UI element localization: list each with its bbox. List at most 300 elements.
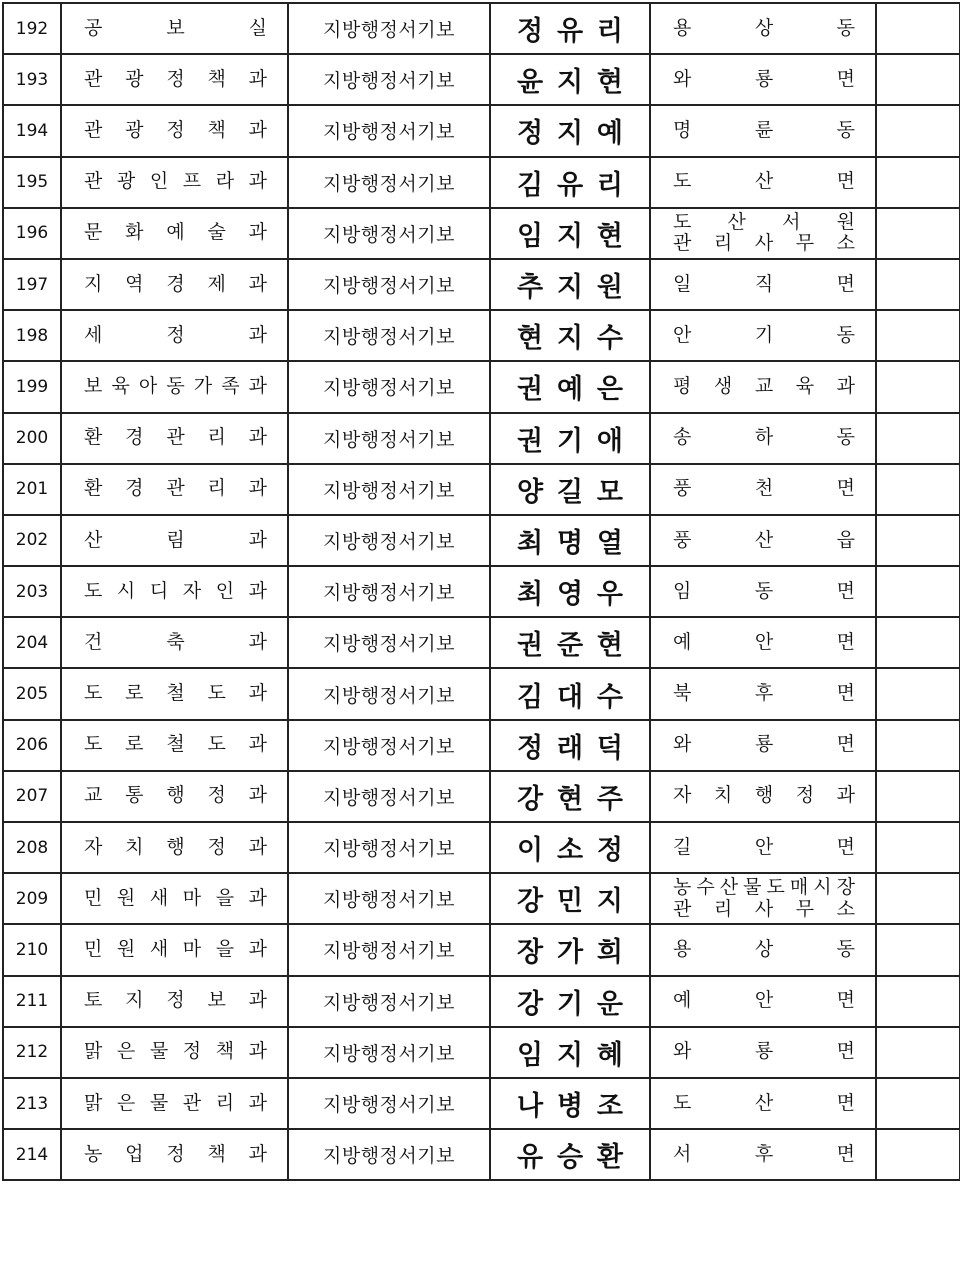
char: 일 bbox=[673, 272, 692, 295]
employee-name bbox=[517, 1033, 623, 1072]
employee-name bbox=[517, 111, 623, 150]
char: 책 bbox=[207, 67, 226, 90]
char: 천 bbox=[754, 477, 774, 500]
char: 룡 bbox=[754, 1040, 774, 1063]
table-row bbox=[3, 617, 960, 668]
employee-name bbox=[517, 163, 623, 202]
spread-text bbox=[673, 837, 855, 859]
char: 림 bbox=[166, 528, 185, 551]
char: 가 bbox=[193, 374, 213, 397]
name-char: 은 bbox=[596, 374, 623, 406]
char: 정 bbox=[182, 1040, 202, 1063]
grade-cell: 지방행정서기보 bbox=[288, 873, 490, 924]
row-number: 207 bbox=[3, 771, 61, 822]
name-char: 양 bbox=[517, 476, 544, 508]
assignment-location-cell bbox=[650, 515, 876, 566]
char: 임 bbox=[673, 579, 692, 602]
employee-name bbox=[517, 9, 623, 48]
name-char: 권 bbox=[517, 630, 544, 662]
name-char: 현 bbox=[596, 67, 623, 99]
employee-name bbox=[517, 316, 623, 355]
remarks-cell bbox=[876, 515, 960, 566]
char: 도 bbox=[673, 210, 692, 233]
remarks-cell bbox=[876, 617, 960, 668]
spread-text bbox=[84, 939, 267, 961]
spread-text bbox=[673, 18, 855, 40]
char: 업 bbox=[125, 1142, 144, 1165]
char: 리 bbox=[713, 897, 733, 920]
employee-name-cell bbox=[490, 105, 650, 156]
name-char: 권 bbox=[517, 374, 544, 406]
spread-text bbox=[673, 1144, 855, 1166]
char: 후 bbox=[754, 1142, 774, 1165]
char: 리 bbox=[713, 232, 733, 255]
grade-cell: 지방행정서기보 bbox=[288, 3, 490, 54]
char: 도 bbox=[673, 170, 692, 193]
employee-name bbox=[517, 930, 623, 969]
char: 과 bbox=[836, 374, 855, 397]
row-number: 211 bbox=[3, 976, 61, 1027]
name-char: 덕 bbox=[596, 732, 623, 764]
char: 광 bbox=[116, 170, 136, 193]
grade-cell: 지방행정서기보 bbox=[288, 208, 490, 259]
department-cell bbox=[61, 259, 288, 310]
employee-name bbox=[517, 982, 623, 1021]
char: 술 bbox=[207, 221, 226, 244]
name-char: 정 bbox=[596, 835, 623, 867]
char: 토 bbox=[84, 989, 103, 1012]
remarks-cell bbox=[876, 771, 960, 822]
employee-name-cell bbox=[490, 157, 650, 208]
row-number: 192 bbox=[3, 3, 61, 54]
assignment-location-cell bbox=[650, 464, 876, 515]
employee-name bbox=[517, 470, 623, 509]
spread-text bbox=[84, 1093, 267, 1115]
table-row bbox=[3, 1078, 960, 1129]
assignment-location-cell bbox=[650, 617, 876, 668]
char: 룡 bbox=[754, 67, 774, 90]
char: 과 bbox=[248, 119, 267, 142]
employee-name-cell bbox=[490, 771, 650, 822]
char: 정 bbox=[166, 323, 185, 346]
employee-name-cell bbox=[490, 566, 650, 617]
table-row bbox=[3, 822, 960, 873]
char: 원 bbox=[836, 210, 855, 233]
spread-text bbox=[84, 581, 267, 603]
spread-text bbox=[84, 785, 267, 807]
char: 은 bbox=[116, 1040, 136, 1063]
remarks-cell bbox=[876, 105, 960, 156]
spread-text bbox=[673, 478, 855, 500]
name-char: 혜 bbox=[596, 1039, 623, 1071]
assignment-location-cell bbox=[650, 566, 876, 617]
char: 면 bbox=[836, 630, 855, 653]
char: 과 bbox=[248, 579, 267, 602]
char: 과 bbox=[248, 170, 267, 193]
assignment-location-cell bbox=[650, 668, 876, 719]
row-number: 201 bbox=[3, 464, 61, 515]
char: 과 bbox=[248, 1040, 267, 1063]
spread-text bbox=[84, 632, 267, 654]
char: 세 bbox=[84, 323, 103, 346]
name-char: 애 bbox=[596, 425, 623, 457]
char: 관 bbox=[673, 897, 692, 920]
row-number: 198 bbox=[3, 310, 61, 361]
name-char: 환 bbox=[596, 1142, 623, 1174]
char: 서 bbox=[782, 210, 801, 233]
grade-cell: 지방행정서기보 bbox=[288, 1027, 490, 1078]
name-char: 모 bbox=[596, 476, 623, 508]
char: 과 bbox=[248, 67, 267, 90]
table-row bbox=[3, 3, 960, 54]
char: 동 bbox=[836, 323, 855, 346]
grade-cell: 지방행정서기보 bbox=[288, 976, 490, 1027]
personnel-table bbox=[2, 2, 960, 1181]
spread-text bbox=[84, 1144, 267, 1166]
assignment-location-cell bbox=[650, 259, 876, 310]
spread-text bbox=[84, 530, 267, 552]
grade-cell: 지방행정서기보 bbox=[288, 157, 490, 208]
char: 책 bbox=[215, 1040, 235, 1063]
spread-text bbox=[84, 683, 267, 705]
personnel-table-body bbox=[3, 3, 960, 1180]
spread-text bbox=[673, 69, 855, 91]
assignment-location-cell bbox=[650, 413, 876, 464]
name-char: 나 bbox=[517, 1091, 544, 1123]
char: 을 bbox=[215, 886, 235, 909]
department-cell bbox=[61, 1027, 288, 1078]
char: 면 bbox=[836, 835, 855, 858]
spread-text bbox=[84, 171, 267, 193]
char: 사 bbox=[754, 897, 774, 920]
spread-text bbox=[84, 18, 267, 40]
char: 공 bbox=[84, 16, 103, 39]
employee-name-cell bbox=[490, 873, 650, 924]
table-row bbox=[3, 105, 960, 156]
employee-name bbox=[517, 777, 623, 816]
department-cell bbox=[61, 515, 288, 566]
char: 륜 bbox=[754, 119, 774, 142]
char: 정 bbox=[166, 1142, 185, 1165]
char: 과 bbox=[248, 272, 267, 295]
table-row bbox=[3, 771, 960, 822]
department-cell bbox=[61, 1129, 288, 1180]
char: 리 bbox=[215, 1091, 235, 1114]
spread-text bbox=[84, 376, 267, 398]
char: 원 bbox=[116, 938, 136, 961]
department-cell bbox=[61, 976, 288, 1027]
char: 자 bbox=[673, 784, 692, 807]
table-row bbox=[3, 515, 960, 566]
remarks-cell bbox=[876, 1078, 960, 1129]
assignment-location-cell bbox=[650, 1027, 876, 1078]
grade-cell: 지방행정서기보 bbox=[288, 617, 490, 668]
char: 과 bbox=[248, 1091, 267, 1114]
table-row bbox=[3, 668, 960, 719]
employee-name-cell bbox=[490, 822, 650, 873]
employee-name-cell bbox=[490, 413, 650, 464]
spread-text bbox=[673, 990, 855, 1012]
char: 리 bbox=[207, 426, 226, 449]
char: 도 bbox=[766, 875, 785, 898]
char: 도 bbox=[673, 1091, 692, 1114]
char: 족 bbox=[221, 374, 240, 397]
char: 용 bbox=[673, 938, 692, 961]
name-char: 기 bbox=[556, 988, 584, 1020]
spread-text bbox=[84, 325, 267, 347]
employee-name bbox=[517, 726, 623, 765]
char: 디 bbox=[149, 579, 169, 602]
department-cell bbox=[61, 208, 288, 259]
char: 관 bbox=[84, 170, 103, 193]
name-char: 대 bbox=[556, 681, 584, 713]
name-char: 래 bbox=[556, 732, 584, 764]
char: 물 bbox=[149, 1091, 169, 1114]
char: 면 bbox=[836, 67, 855, 90]
char: 과 bbox=[248, 938, 267, 961]
employee-name-cell bbox=[490, 54, 650, 105]
char: 리 bbox=[207, 477, 226, 500]
name-char: 리 bbox=[596, 16, 623, 48]
spread-text bbox=[673, 1093, 855, 1115]
char: 자 bbox=[182, 579, 202, 602]
spread-text bbox=[84, 990, 267, 1012]
employee-name-cell bbox=[490, 361, 650, 412]
name-char: 지 bbox=[556, 323, 584, 355]
char: 통 bbox=[125, 784, 144, 807]
name-char: 김 bbox=[517, 681, 544, 713]
remarks-cell bbox=[876, 310, 960, 361]
char: 과 bbox=[248, 989, 267, 1012]
employee-name-cell bbox=[490, 1078, 650, 1129]
assignment-location-cell bbox=[650, 310, 876, 361]
name-char: 길 bbox=[556, 476, 584, 508]
assignment-location-cell bbox=[650, 924, 876, 975]
char: 산 bbox=[754, 1091, 774, 1114]
grade-cell: 지방행정서기보 bbox=[288, 924, 490, 975]
char: 용 bbox=[673, 16, 692, 39]
char: 정 bbox=[166, 119, 185, 142]
spread-text bbox=[673, 233, 855, 255]
spread-text bbox=[673, 939, 855, 961]
name-char: 지 bbox=[596, 886, 623, 918]
department-cell bbox=[61, 720, 288, 771]
name-char: 열 bbox=[596, 527, 623, 559]
employee-name-cell bbox=[490, 1027, 650, 1078]
name-char: 권 bbox=[517, 425, 544, 457]
name-char: 희 bbox=[596, 937, 623, 969]
employee-name-cell bbox=[490, 310, 650, 361]
char: 교 bbox=[84, 784, 103, 807]
remarks-cell bbox=[876, 54, 960, 105]
employee-name bbox=[517, 828, 623, 867]
spread-text bbox=[673, 376, 855, 398]
department-cell bbox=[61, 310, 288, 361]
char: 과 bbox=[248, 1142, 267, 1165]
char: 화 bbox=[125, 221, 144, 244]
table-row bbox=[3, 924, 960, 975]
char: 면 bbox=[836, 1040, 855, 1063]
name-char: 지 bbox=[556, 220, 584, 252]
char: 치 bbox=[125, 835, 144, 858]
char: 룡 bbox=[754, 733, 774, 756]
name-char: 유 bbox=[556, 16, 584, 48]
department-cell bbox=[61, 873, 288, 924]
assignment-location-cell bbox=[650, 771, 876, 822]
char: 예 bbox=[166, 221, 185, 244]
char: 면 bbox=[836, 1142, 855, 1165]
row-number: 204 bbox=[3, 617, 61, 668]
char: 농 bbox=[84, 1142, 103, 1165]
table-row bbox=[3, 1129, 960, 1180]
remarks-cell bbox=[876, 1129, 960, 1180]
employee-name bbox=[517, 214, 623, 253]
department-cell bbox=[61, 3, 288, 54]
char: 소 bbox=[836, 232, 855, 255]
row-number: 212 bbox=[3, 1027, 61, 1078]
name-char: 강 bbox=[517, 783, 544, 815]
remarks-cell bbox=[876, 464, 960, 515]
row-number: 205 bbox=[3, 668, 61, 719]
assignment-location-cell bbox=[650, 157, 876, 208]
char: 산 bbox=[754, 170, 774, 193]
remarks-cell bbox=[876, 1027, 960, 1078]
spread-text bbox=[673, 530, 855, 552]
employee-name bbox=[517, 1135, 623, 1174]
name-char: 민 bbox=[556, 886, 584, 918]
char: 은 bbox=[116, 1091, 136, 1114]
char: 물 bbox=[743, 875, 762, 898]
name-char: 유 bbox=[517, 1142, 544, 1174]
name-char: 현 bbox=[556, 783, 584, 815]
grade-cell: 지방행정서기보 bbox=[288, 720, 490, 771]
char: 역 bbox=[125, 272, 144, 295]
char: 동 bbox=[836, 426, 855, 449]
employee-name bbox=[517, 419, 623, 458]
char: 마 bbox=[182, 886, 202, 909]
assignment-location-cell bbox=[650, 720, 876, 771]
spread-text bbox=[673, 785, 855, 807]
char: 매 bbox=[789, 875, 809, 898]
char: 민 bbox=[84, 938, 103, 961]
grade-cell: 지방행정서기보 bbox=[288, 668, 490, 719]
grade-cell: 지방행정서기보 bbox=[288, 1129, 490, 1180]
spread-text bbox=[673, 899, 855, 921]
row-number: 210 bbox=[3, 924, 61, 975]
name-char: 김 bbox=[517, 169, 544, 201]
name-char: 현 bbox=[596, 220, 623, 252]
char: 라 bbox=[215, 170, 235, 193]
char: 정 bbox=[166, 989, 185, 1012]
char: 예 bbox=[673, 630, 692, 653]
char: 안 bbox=[754, 835, 774, 858]
row-number: 195 bbox=[3, 157, 61, 208]
char: 면 bbox=[836, 477, 855, 500]
name-char: 예 bbox=[556, 374, 584, 406]
employee-name bbox=[517, 623, 623, 662]
char: 안 bbox=[754, 630, 774, 653]
table-row bbox=[3, 720, 960, 771]
spread-text bbox=[673, 877, 855, 899]
name-char: 최 bbox=[517, 579, 544, 611]
row-number: 214 bbox=[3, 1129, 61, 1180]
name-char: 지 bbox=[556, 118, 584, 150]
char: 보 bbox=[84, 374, 103, 397]
char: 송 bbox=[673, 426, 692, 449]
char: 경 bbox=[125, 477, 144, 500]
assignment-location-cell bbox=[650, 105, 876, 156]
char: 도 bbox=[84, 682, 103, 705]
table-row bbox=[3, 1027, 960, 1078]
char: 관 bbox=[84, 119, 103, 142]
remarks-cell bbox=[876, 413, 960, 464]
char: 행 bbox=[754, 784, 774, 807]
spread-text bbox=[84, 274, 267, 296]
name-char: 병 bbox=[556, 1091, 584, 1123]
char: 민 bbox=[84, 886, 103, 909]
department-cell bbox=[61, 54, 288, 105]
employee-name-cell bbox=[490, 3, 650, 54]
char: 지 bbox=[125, 989, 144, 1012]
employee-name-cell bbox=[490, 259, 650, 310]
char: 도 bbox=[207, 733, 226, 756]
char: 시 bbox=[813, 875, 832, 898]
spread-text bbox=[84, 478, 267, 500]
char: 환 bbox=[84, 426, 103, 449]
row-number: 196 bbox=[3, 208, 61, 259]
remarks-cell bbox=[876, 157, 960, 208]
row-number: 194 bbox=[3, 105, 61, 156]
char: 예 bbox=[673, 989, 692, 1012]
char: 소 bbox=[836, 897, 855, 920]
char: 자 bbox=[84, 835, 103, 858]
char: 안 bbox=[754, 989, 774, 1012]
name-char: 리 bbox=[596, 169, 623, 201]
char: 과 bbox=[248, 374, 267, 397]
name-char: 기 bbox=[556, 425, 584, 457]
spread-text bbox=[673, 734, 855, 756]
char: 산 bbox=[719, 875, 739, 898]
grade-cell: 지방행정서기보 bbox=[288, 771, 490, 822]
row-number: 213 bbox=[3, 1078, 61, 1129]
assignment-location-cell bbox=[650, 54, 876, 105]
table-row bbox=[3, 976, 960, 1027]
char: 로 bbox=[125, 682, 144, 705]
assignment-location-cell bbox=[650, 361, 876, 412]
char: 과 bbox=[248, 477, 267, 500]
char: 과 bbox=[248, 784, 267, 807]
char: 과 bbox=[248, 630, 267, 653]
name-char: 현 bbox=[517, 323, 544, 355]
row-number: 193 bbox=[3, 54, 61, 105]
grade-cell: 지방행정서기보 bbox=[288, 310, 490, 361]
row-number: 208 bbox=[3, 822, 61, 873]
table-row bbox=[3, 464, 960, 515]
char: 치 bbox=[713, 784, 733, 807]
char: 과 bbox=[248, 835, 267, 858]
char: 사 bbox=[754, 232, 774, 255]
char: 동 bbox=[166, 374, 185, 397]
char: 철 bbox=[166, 682, 185, 705]
char: 상 bbox=[754, 938, 774, 961]
char: 인 bbox=[215, 579, 235, 602]
table-row bbox=[3, 361, 960, 412]
row-number: 197 bbox=[3, 259, 61, 310]
employee-name bbox=[517, 675, 623, 714]
employee-name-cell bbox=[490, 720, 650, 771]
employee-name bbox=[517, 367, 623, 406]
table-row bbox=[3, 157, 960, 208]
